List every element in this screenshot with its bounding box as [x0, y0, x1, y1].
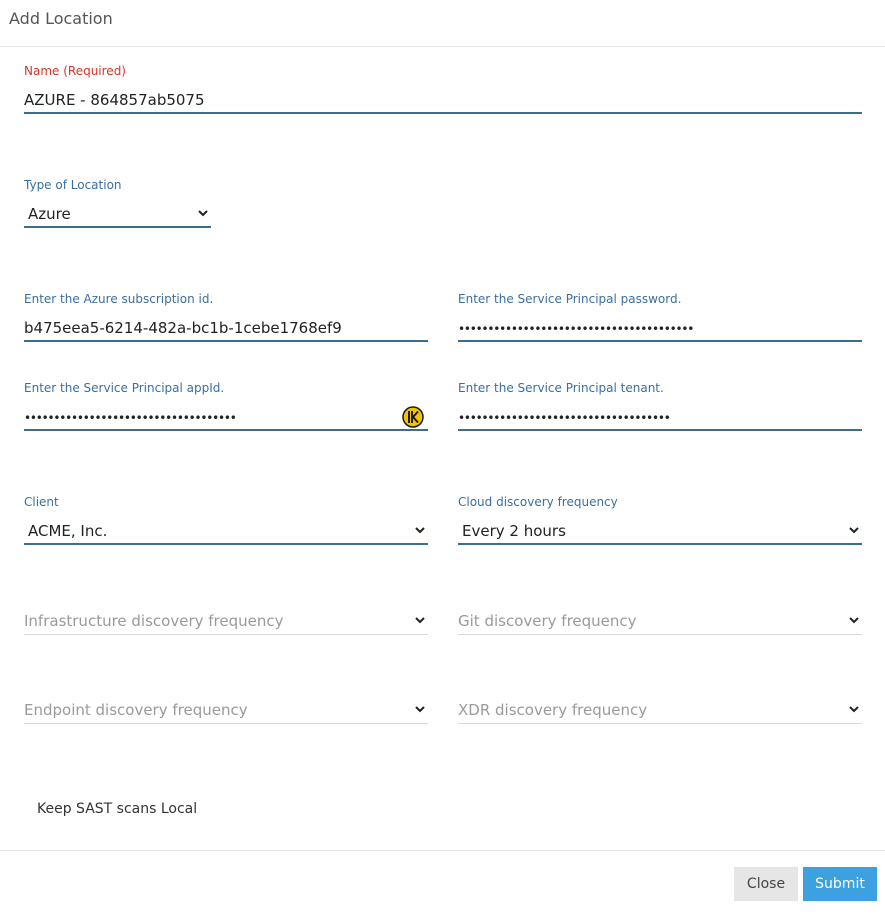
keep-sast-local-label: Keep SAST scans Local	[37, 801, 198, 817]
sp-appid-input[interactable]	[24, 405, 428, 431]
dialog-footer	[0, 850, 885, 915]
sp-appid-field	[24, 381, 428, 433]
type-of-location-value: Azure	[28, 205, 71, 223]
git-discovery-frequency-field	[458, 609, 862, 636]
keeper-icon[interactable]	[402, 406, 424, 428]
chevron-down-icon	[414, 614, 426, 626]
git-discovery-frequency-placeholder: Git discovery frequency	[458, 612, 637, 630]
sp-tenant-input[interactable]	[458, 405, 862, 431]
client-field	[24, 495, 428, 547]
name-value: AZURE - 864857ab5075	[24, 91, 205, 109]
sp-appid-label: Enter the Service Principal appId.	[24, 381, 225, 395]
type-of-location-select[interactable]	[24, 202, 211, 228]
chevron-down-icon	[848, 703, 860, 715]
sp-password-field	[458, 292, 862, 344]
chevron-down-icon	[197, 207, 209, 219]
chevron-down-icon	[848, 524, 860, 536]
sp-tenant-value: ••••••••••••••••••••••••••••••••••••	[458, 411, 670, 425]
dialog-title: Add Location	[9, 9, 113, 28]
chevron-down-icon	[414, 524, 426, 536]
client-label: Client	[24, 495, 59, 509]
infrastructure-discovery-frequency-placeholder: Infrastructure discovery frequency	[24, 612, 284, 630]
type-of-location-field	[24, 178, 211, 230]
cloud-discovery-frequency-value: Every 2 hours	[462, 522, 566, 540]
name-field	[24, 64, 862, 116]
sp-password-input[interactable]	[458, 316, 862, 342]
sp-password-label: Enter the Service Principal password.	[458, 292, 682, 306]
infrastructure-discovery-frequency-field	[24, 609, 428, 636]
name-label: Name (Required)	[24, 64, 126, 78]
subscription-id-input[interactable]	[24, 316, 428, 342]
infrastructure-discovery-frequency-select[interactable]	[24, 609, 428, 635]
subscription-id-field	[24, 292, 428, 344]
keep-sast-local-checkbox[interactable]	[37, 801, 197, 817]
dialog-header	[0, 0, 885, 47]
subscription-id-value: b475eea5-6214-482a-bc1b-1cebe1768ef9	[24, 319, 342, 337]
sp-password-value: ••••••••••••••••••••••••••••••••••••••••	[458, 322, 694, 336]
client-select[interactable]	[24, 519, 428, 545]
git-discovery-frequency-select[interactable]	[458, 609, 862, 635]
cloud-discovery-frequency-field	[458, 495, 862, 547]
xdr-discovery-frequency-select[interactable]	[458, 698, 862, 724]
xdr-discovery-frequency-placeholder: XDR discovery frequency	[458, 701, 648, 719]
endpoint-discovery-frequency-field	[24, 698, 428, 725]
cloud-discovery-frequency-select[interactable]	[458, 519, 862, 545]
type-of-location-label: Type of Location	[24, 178, 122, 192]
submit-button[interactable]: Submit	[803, 867, 877, 901]
subscription-id-label: Enter the Azure subscription id.	[24, 292, 214, 306]
client-value: ACME, Inc.	[28, 522, 108, 540]
endpoint-discovery-frequency-select[interactable]	[24, 698, 428, 724]
cloud-discovery-frequency-label: Cloud discovery frequency	[458, 495, 618, 509]
endpoint-discovery-frequency-placeholder: Endpoint discovery frequency	[24, 701, 248, 719]
name-input[interactable]	[24, 88, 862, 114]
sp-tenant-label: Enter the Service Principal tenant.	[458, 381, 664, 395]
sp-tenant-field	[458, 381, 862, 433]
chevron-down-icon	[848, 614, 860, 626]
chevron-down-icon	[414, 703, 426, 715]
sp-appid-value: ••••••••••••••••••••••••••••••••••••	[24, 411, 236, 425]
xdr-discovery-frequency-field	[458, 698, 862, 725]
close-button[interactable]: Close	[734, 867, 798, 901]
